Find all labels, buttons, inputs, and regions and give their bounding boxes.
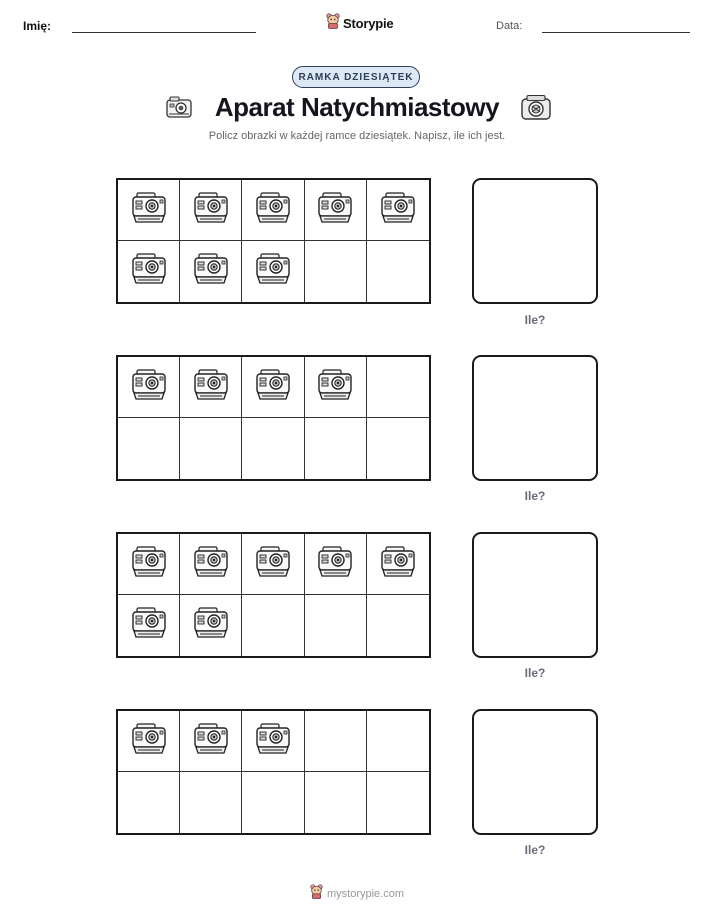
instructions: Policz obrazki w każdej ramce dziesiątek. Napisz, ile ich jest.	[208, 130, 506, 142]
instant-camera-icon	[315, 544, 355, 585]
ten-frame-cell	[118, 772, 180, 833]
ten-frame-cell	[118, 357, 180, 418]
ten-frame-cell	[180, 772, 242, 833]
instant-camera-icon	[129, 251, 169, 292]
ten-frame-cell	[118, 418, 180, 479]
ten-frame-cell	[305, 241, 367, 302]
answer-label: Ile?	[524, 313, 546, 327]
instant-camera-icon	[129, 367, 169, 408]
ten-frame-cell	[180, 711, 242, 772]
brand-logo	[326, 13, 393, 34]
instant-camera-icon	[191, 190, 231, 231]
ten-frame-cell	[305, 357, 367, 418]
ten-frame-cell	[180, 534, 242, 595]
ten-frame-cell	[180, 357, 242, 418]
name-write-line	[72, 32, 256, 33]
ten-frame-cell	[118, 534, 180, 595]
answer-label: Ile?	[524, 489, 546, 503]
ten-frame-cell	[242, 180, 304, 241]
instant-camera-icon	[520, 94, 552, 127]
instant-camera-icon	[129, 190, 169, 231]
ten-frame-cell	[367, 241, 429, 302]
worksheet-header	[0, 0, 714, 50]
answer-box[interactable]	[472, 709, 598, 835]
ten-frame-cell	[305, 595, 367, 656]
instant-camera-icon	[315, 367, 355, 408]
footer-url: mystorypie.com	[326, 888, 405, 900]
ten-frame-cell	[367, 534, 429, 595]
ten-frame	[116, 178, 431, 304]
instant-camera-icon	[253, 190, 293, 231]
ten-frame-cell	[367, 418, 429, 479]
ten-frame-cell	[180, 595, 242, 656]
instant-camera-icon	[191, 251, 231, 292]
ten-frame-cell	[367, 180, 429, 241]
worksheet-type-badge: RAMKA DZIESIĄTEK	[292, 66, 420, 88]
instant-camera-icon	[129, 721, 169, 762]
ten-frame-cell	[180, 241, 242, 302]
instant-camera-icon	[129, 544, 169, 585]
instant-camera-icon	[378, 190, 418, 231]
storypie-mascot-icon	[326, 13, 340, 34]
ten-frame	[116, 532, 431, 658]
ten-frame-cell	[180, 418, 242, 479]
ten-frame-cell	[242, 711, 304, 772]
ten-frame-cell	[118, 711, 180, 772]
instant-camera-icon	[253, 721, 293, 762]
instant-camera-icon	[378, 544, 418, 585]
ten-frame-cell	[242, 534, 304, 595]
ten-frame-cell	[118, 595, 180, 656]
page-title: Aparat Natychmiastowy	[214, 92, 500, 122]
instant-camera-icon	[315, 190, 355, 231]
date-write-line	[542, 32, 690, 33]
ten-frame-cell	[305, 711, 367, 772]
brand-name: Storypie	[343, 16, 394, 31]
ten-frame-cell	[367, 595, 429, 656]
instant-camera-icon	[191, 605, 231, 646]
answer-label: Ile?	[524, 843, 546, 857]
ten-frame-cell	[367, 772, 429, 833]
title-row	[0, 92, 714, 124]
instant-camera-icon	[253, 544, 293, 585]
ten-frame-cell	[118, 180, 180, 241]
storypie-mascot-icon	[310, 884, 323, 904]
ten-frame-cell	[242, 772, 304, 833]
answer-box[interactable]	[472, 532, 598, 658]
instant-camera-icon	[129, 605, 169, 646]
instant-camera-icon	[191, 544, 231, 585]
answer-label: Ile?	[524, 666, 546, 680]
name-label: Imię:	[23, 19, 52, 33]
instant-camera-icon	[253, 251, 293, 292]
footer	[0, 884, 714, 904]
answer-box[interactable]	[472, 355, 598, 481]
instant-camera-icon	[191, 721, 231, 762]
date-label: Data:	[496, 20, 523, 32]
instant-camera-icon	[191, 367, 231, 408]
ten-frame-cell	[242, 241, 304, 302]
ten-frame	[116, 709, 431, 835]
ten-frame-cell	[305, 772, 367, 833]
ten-frame-cell	[242, 418, 304, 479]
ten-frame-cell	[242, 595, 304, 656]
instant-camera-icon	[253, 367, 293, 408]
ten-frame-cell	[118, 241, 180, 302]
answer-box[interactable]	[472, 178, 598, 304]
ten-frame-cell	[367, 711, 429, 772]
ten-frame-cell	[367, 357, 429, 418]
ten-frame-cell	[305, 418, 367, 479]
ten-frame-cell	[180, 180, 242, 241]
ten-frame-cell	[305, 180, 367, 241]
ten-frame-cell	[305, 534, 367, 595]
ten-frame	[116, 355, 431, 481]
ten-frame-cell	[242, 357, 304, 418]
